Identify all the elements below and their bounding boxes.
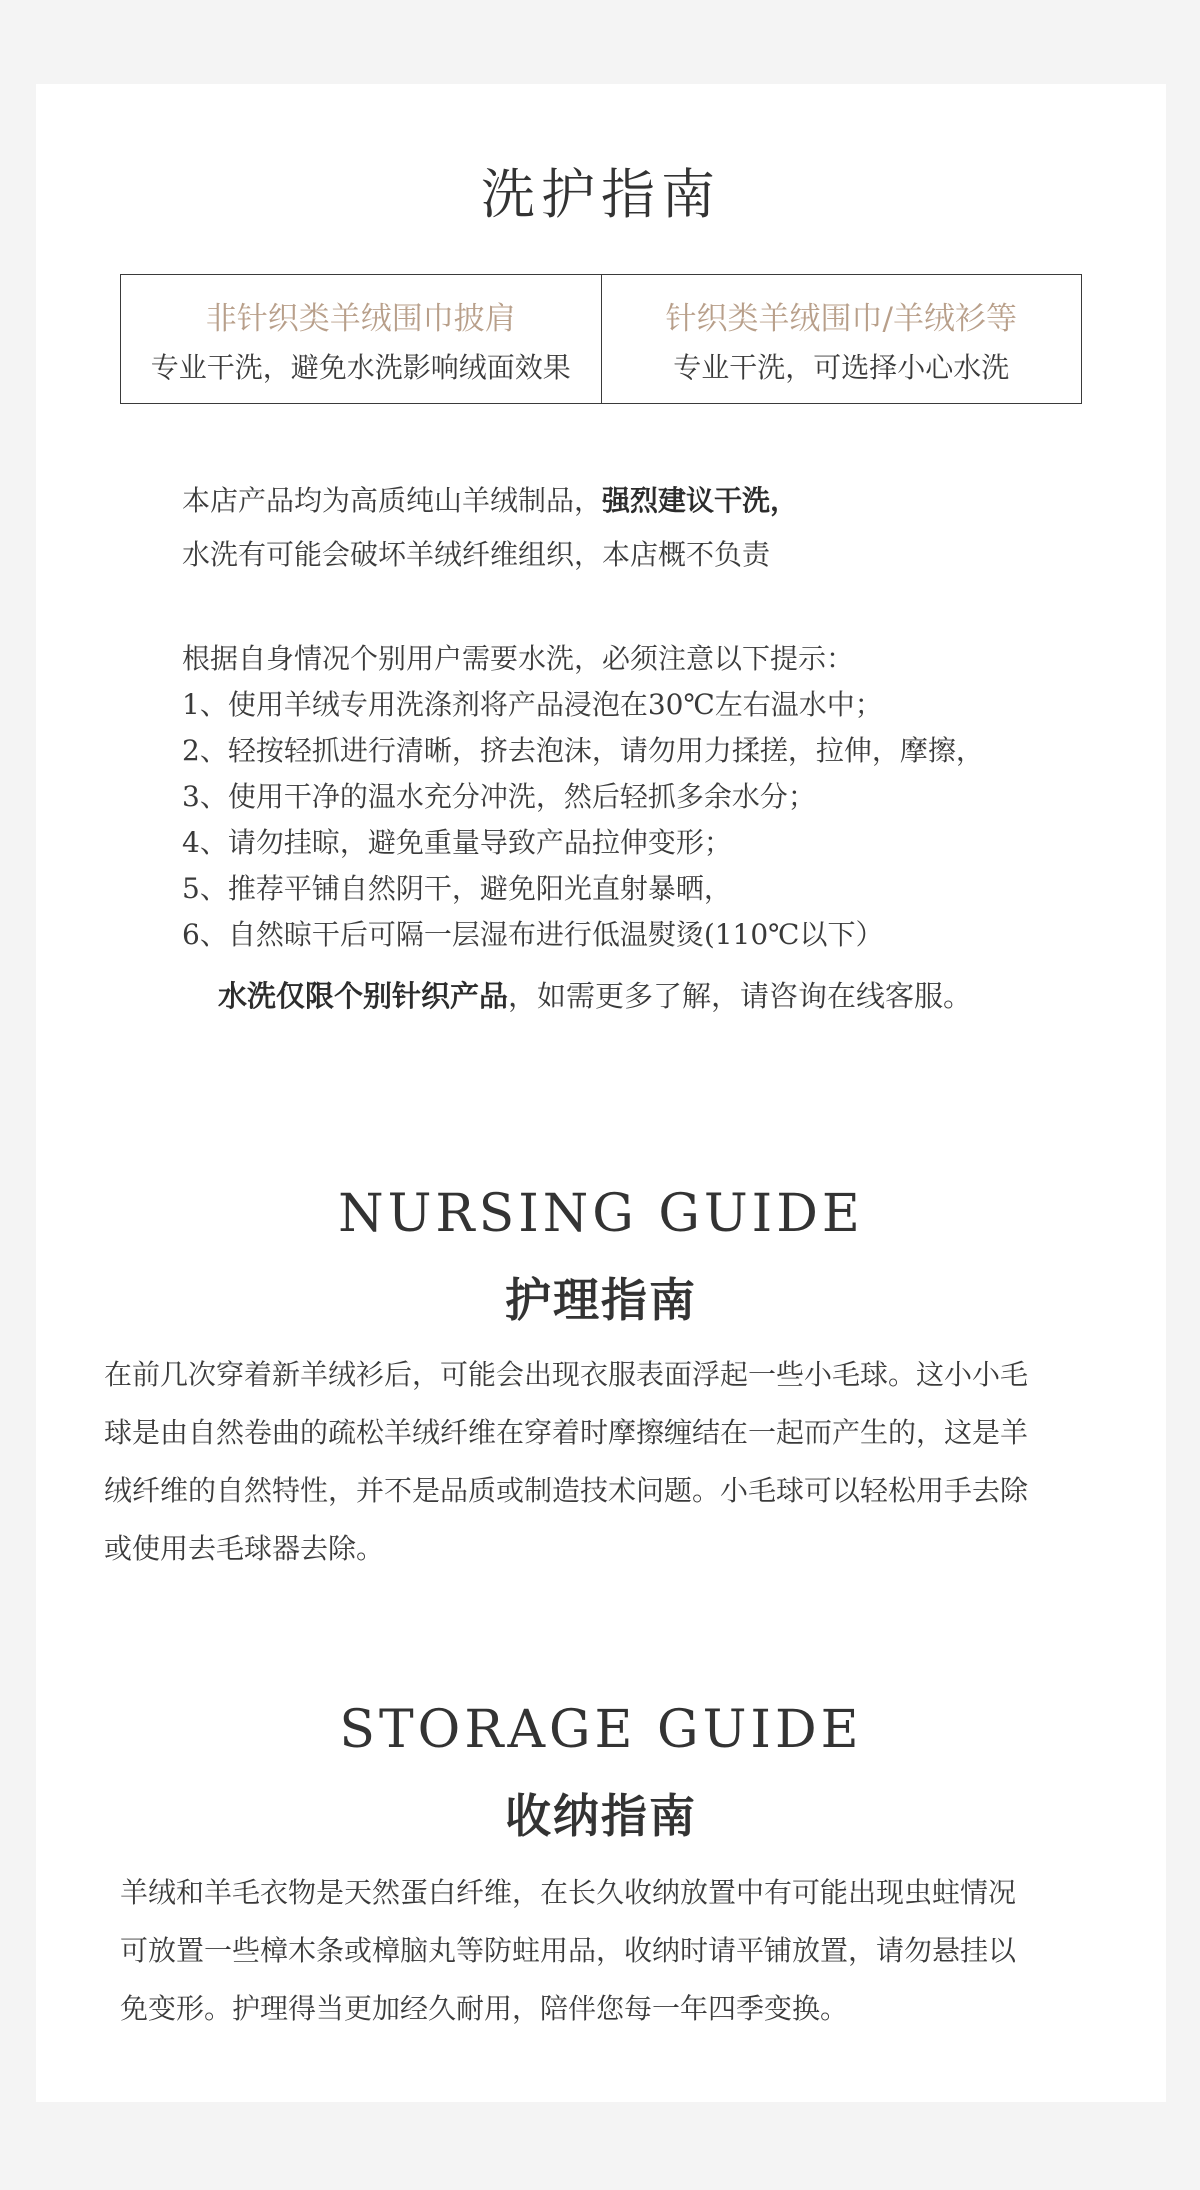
knit-heading: 针织类羊绒围巾/羊绒衫等 <box>665 300 1017 337</box>
storage-paragraph <box>120 1864 1016 2038</box>
nursing-line: 绒纤维的自然特性，并不是品质或制造技术问题。小毛球可以轻松用手去除 <box>104 1474 1029 1507</box>
step-item: 2、轻按轻抓进行清晰，挤去泡沫，请勿用力揉搓，拉伸，摩擦， <box>182 734 984 767</box>
intro-line-2: 水洗有可能会破坏羊绒纤维组织，本店概不负责 <box>182 538 771 571</box>
care-guide-title: 洗护指南 <box>481 163 721 226</box>
intro-paragraph <box>182 474 798 582</box>
step-item: 4、请勿挂晾，避免重量导致产品拉伸变形； <box>182 826 732 859</box>
storage-line: 可放置一些樟木条或樟脑丸等防蛀用品，收纳时请平铺放置，请勿悬挂以 <box>120 1934 1017 1967</box>
nursing-title-cn: 护理指南 <box>505 1273 697 1327</box>
step-item: 5、推荐平铺自然阴干，避免阳光直射暴晒， <box>182 872 732 905</box>
wash-note-bold: 水洗仅限个别针织产品 <box>218 979 509 1013</box>
steps-intro: 根据自身情况个别用户需要水洗，必须注意以下提示： <box>182 642 855 675</box>
nursing-line: 或使用去毛球器去除。 <box>104 1532 385 1565</box>
step-item: 6、自然晾干后可隔一层湿布进行低温熨烫(110℃以下） <box>182 918 884 951</box>
intro-line-1-normal: 本店产品均为高质纯山羊绒制品， <box>182 484 603 517</box>
non-knit-heading: 非针织类羊绒围巾披肩 <box>205 300 516 337</box>
nursing-paragraph <box>104 1346 1028 1578</box>
knit-description: 专业干洗，可选择小心水洗 <box>673 350 1010 384</box>
storage-line: 羊绒和羊毛衣物是天然蛋白纤维，在长久收纳放置中有可能出现虫蛀情况 <box>120 1876 1017 1909</box>
nursing-title-en: NURSING GUIDE <box>338 1184 864 1244</box>
intro-line-1 <box>182 474 798 528</box>
content-card <box>36 84 1166 2102</box>
wash-note <box>218 974 972 1015</box>
storage-line: 免变形。护理得当更加经久耐用，陪伴您每一年四季变换。 <box>120 1992 849 2025</box>
wash-steps <box>182 636 984 958</box>
non-knit-column <box>121 275 601 403</box>
step-item: 3、使用干净的温水充分冲洗，然后轻抓多余水分； <box>182 780 816 813</box>
non-knit-description: 专业干洗，避免水洗影响绒面效果 <box>150 350 571 384</box>
nursing-line: 在前几次穿着新羊绒衫后，可能会出现衣服表面浮起一些小毛球。这小小毛 <box>104 1358 1029 1391</box>
storage-title-cn: 收纳指南 <box>505 1789 697 1843</box>
step-item: 1、使用羊绒专用洗涤剂将产品浸泡在30℃左右温水中； <box>182 688 883 721</box>
intro-line-1-bold: 强烈建议干洗， <box>602 484 799 517</box>
wash-note-normal: ，如需更多了解，请咨询在线客服。 <box>508 979 973 1013</box>
nursing-line: 球是由自然卷曲的疏松羊绒纤维在穿着时摩擦缠结在一起而产生的，这是羊 <box>104 1416 1029 1449</box>
knit-column <box>601 275 1082 403</box>
care-comparison-table <box>120 274 1082 404</box>
storage-title-en: STORAGE GUIDE <box>339 1700 863 1760</box>
